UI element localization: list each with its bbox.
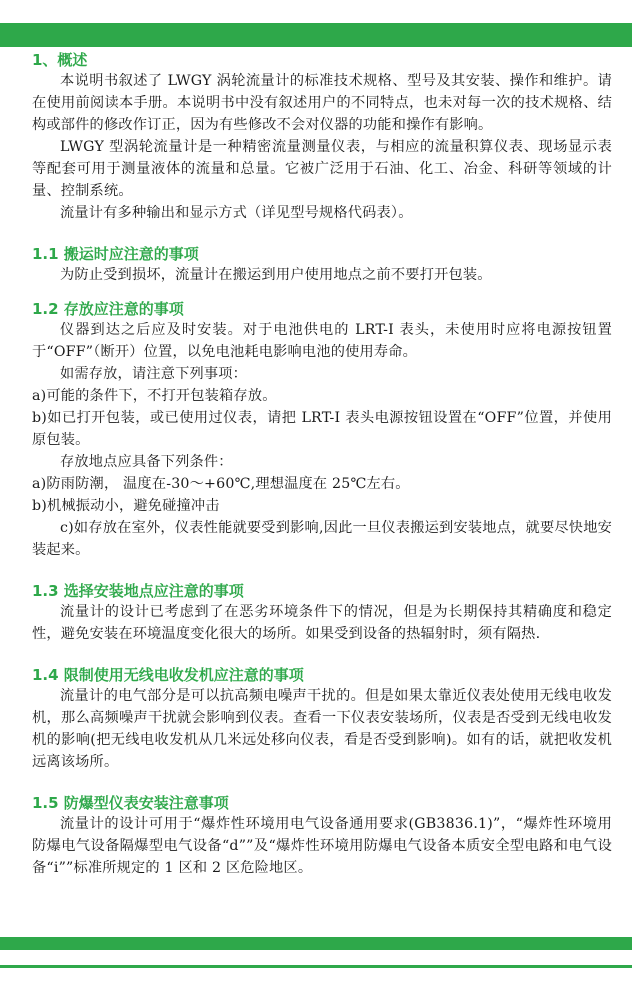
bottom-green-line (0, 965, 632, 968)
paragraph: 流量计的设计可用于“爆炸性环境用电气设备通用要求(GB3836.1)”，“爆炸性环境用防爆电气设备隔爆型电气设备“d””及“爆炸性环境用防爆电气设备本质安全型电路和电气设备“i””标准所规定的 1 区和 2 区危险地区。 (32, 816, 612, 876)
paragraph: 存放地点应具备下列条件： (60, 454, 233, 470)
paragraph: LWGY 型涡轮流量计是一种精密流量测量仪表，与相应的流量积算仪表、现场显示表等配套可用于测量液体的流量和总量。它被广泛用于石油、化工、冶金、科研等领域的计量、控制系统。 (32, 139, 612, 199)
list-item: b)如已打开包装，或已使用过仪表，请把 LRT-I 表头电源按钮设置在“OFF”位置，并使用原包装。 (32, 410, 612, 448)
paragraph: 流量计有多种输出和显示方式（详见型号规格代码表）。 (60, 205, 413, 221)
paragraph: 流量计的设计已考虑到了在恶劣环境条件下的情况，但是为长期保持其精确度和稳定性，避免安装在环境温度变化很大的场所。如果受到设备的热辐射时，须有隔热. (32, 604, 612, 642)
paragraph: 本说明书叙述了 LWGY 涡轮流量计的标准技术规格、型号及其安装、操作和维护。请在使用前阅读本手册。本说明书中没有叙述用户的不同特点，也未对每一次的技术规格、结构或部件的修改作订正，因为有些修改不会对仪器的功能和操作有影响。 (32, 73, 612, 133)
list-item: a)防雨防潮， 温度在-30～+60℃,理想温度在 25℃左右。 (32, 476, 410, 492)
section-radio-limits (32, 665, 612, 773)
section-heading: 1、概述 (32, 51, 88, 69)
section-overview (32, 50, 612, 224)
paragraph: 为防止受到损坏，流量计在搬运到用户使用地点之前不要打开包装。 (60, 267, 492, 283)
section-heading: 1.3 选择安装地点应注意的事项 (32, 582, 244, 600)
paragraph: 仪器到达之后应及时安装。对于电池供电的 LRT-I 表头，未使用时应将电源按钮置于“OFF”（断开）位置，以免电池耗电影响电池的使用寿命。 (32, 322, 612, 360)
bottom-green-bar (0, 937, 632, 950)
list-item: a)可能的条件下，不打开包装箱存放。 (32, 388, 277, 404)
paragraph: 如需存放，请注意下列事项： (60, 366, 248, 382)
section-heading: 1.4 限制使用无线电收发机应注意的事项 (32, 666, 304, 684)
document-body (32, 48, 612, 879)
section-heading: 1.2 存放应注意的事项 (32, 300, 184, 318)
paragraph: 流量计的电气部分是可以抗高频电噪声干扰的。但是如果太靠近仪表处使用无线电收发机，那么高频噪声干扰就会影响到仪表。查看一下仪表安装场所，仪表是否受到无线电收发机的影响(把无线电收发机从几米远处移向仪表，看是否受到影响)。如有的话，就把收发机远离该场所。 (32, 688, 612, 770)
section-heading: 1.5 防爆型仪表安装注意事项 (32, 794, 229, 812)
section-explosion-proof (32, 793, 612, 879)
list-item: b)机械振动小，避免碰撞冲击 (32, 498, 220, 514)
section-transport (32, 244, 612, 286)
section-heading: 1.1 搬运时应注意的事项 (32, 245, 199, 263)
section-storage (32, 299, 612, 561)
list-item: c)如存放在室外，仪表性能就要受到影响,因此一旦仪表搬运到安装地点，就要尽快地安装起来。 (32, 520, 612, 558)
top-green-bar (0, 23, 632, 47)
section-install-location (32, 581, 612, 645)
